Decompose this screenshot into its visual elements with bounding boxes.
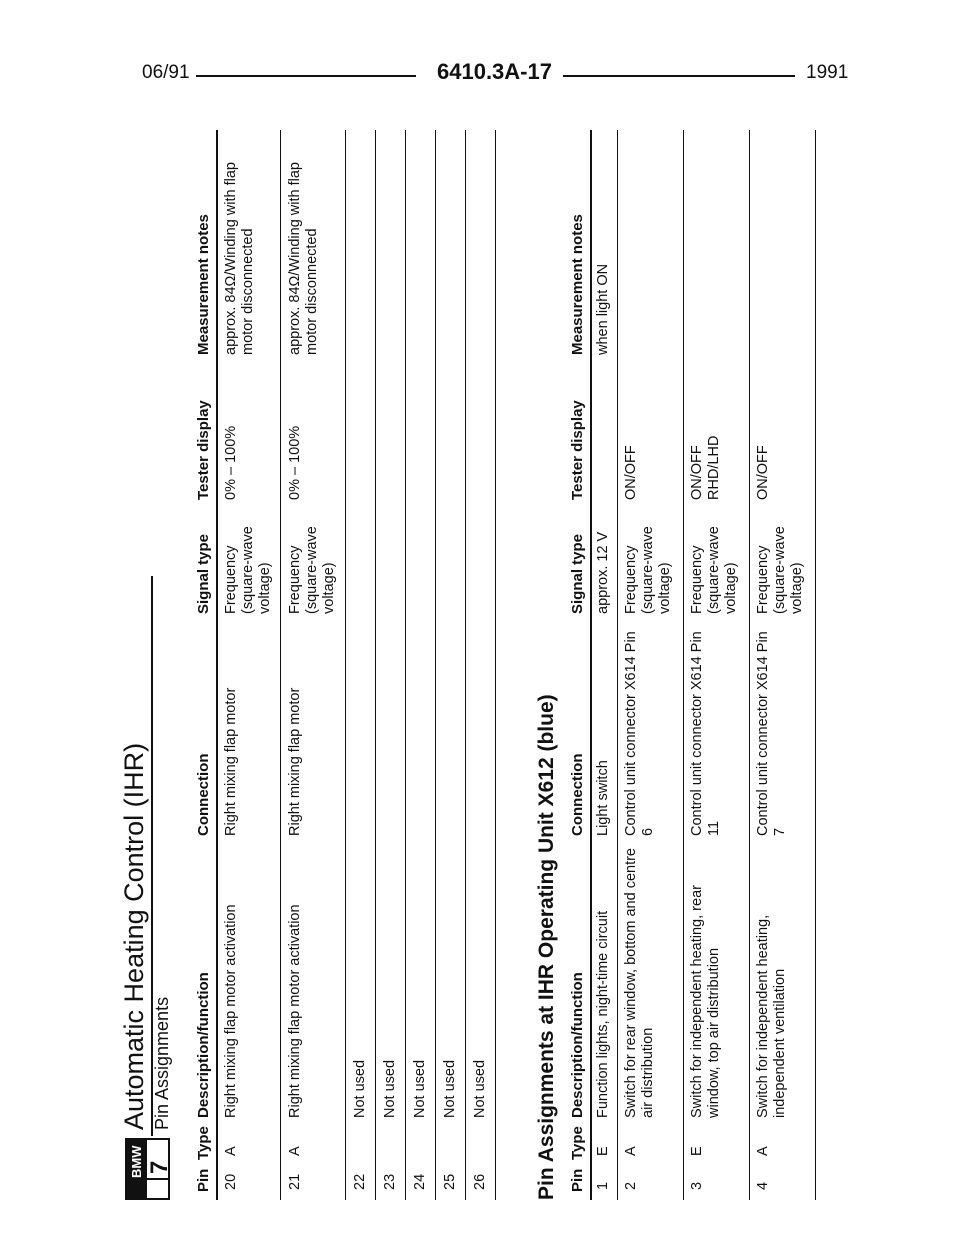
signal-cell: Frequency (square-wave voltage) bbox=[623, 526, 673, 614]
notes-cell: approx. 84Ω/Winding with flap motor disconnected bbox=[287, 162, 320, 355]
description-cell: Not used bbox=[352, 1059, 368, 1118]
description-cell: Switch for rear window, bottom and centre air distribution bbox=[623, 848, 656, 1118]
signal-cell: Frequency (square-wave voltage) bbox=[223, 526, 273, 614]
table1-header-rule bbox=[216, 130, 218, 1200]
tester-cell: ON/OFF bbox=[755, 445, 771, 500]
section-title: Automatic Heating Control (IHR) bbox=[119, 742, 149, 1130]
description-cell: Not used bbox=[472, 1059, 488, 1118]
col-type: Type bbox=[569, 1126, 586, 1160]
connection-cell: Light switch bbox=[595, 760, 611, 836]
col-description: Description/function bbox=[195, 972, 212, 1118]
description-cell: Function lights, night-time circuit bbox=[595, 910, 611, 1118]
pin-cell: 23 bbox=[382, 1173, 398, 1190]
tester-cell: 0% – 100% bbox=[287, 425, 303, 500]
signal-cell: Frequency (square-wave voltage) bbox=[287, 526, 337, 614]
signal-cell: Frequency (square-wave voltage) bbox=[689, 526, 739, 614]
description-cell: Right mixing flap motor activation bbox=[223, 904, 239, 1118]
description-cell: Not used bbox=[412, 1059, 428, 1118]
header-rule-right bbox=[563, 75, 795, 77]
col-notes: Measurement notes bbox=[195, 214, 212, 355]
document-code: 6410.3A-17 bbox=[437, 59, 552, 84]
logo-brand: BMW bbox=[129, 1145, 144, 1178]
description-cell: Switch for independent heating, independent ventilation bbox=[755, 914, 788, 1118]
signal-cell: Frequency (square-wave voltage) bbox=[755, 526, 805, 614]
section-subtitle: Pin Assignments bbox=[152, 996, 172, 1130]
description-cell: Not used bbox=[382, 1059, 398, 1118]
pin-cell: 26 bbox=[472, 1173, 488, 1190]
pin-cell: 24 bbox=[412, 1173, 428, 1190]
col-signal: Signal type bbox=[195, 533, 212, 614]
header-rule-left bbox=[196, 75, 416, 77]
type-cell: A bbox=[223, 1146, 239, 1156]
col-signal: Signal type bbox=[569, 533, 586, 614]
header-year: 1991 bbox=[806, 62, 849, 83]
rotated-page-content bbox=[119, 100, 825, 1200]
tester-cell: 0% – 100% bbox=[223, 425, 239, 500]
pin-cell: 4 bbox=[755, 1181, 771, 1190]
pin-cell: 1 bbox=[595, 1181, 611, 1190]
header-date: 06/91 bbox=[142, 62, 190, 83]
pin-cell: 22 bbox=[352, 1173, 368, 1190]
col-tester: Tester display bbox=[195, 400, 212, 500]
pin-cell: 25 bbox=[442, 1173, 458, 1190]
type-cell: E bbox=[689, 1146, 705, 1156]
bmw-group-logo bbox=[125, 1138, 173, 1200]
connection-cell: Control unit connector X614 Pin 7 bbox=[755, 631, 788, 836]
type-cell: E bbox=[595, 1146, 611, 1156]
col-pin: Pin bbox=[569, 1168, 586, 1192]
table2-header-rule bbox=[590, 130, 592, 1200]
pin-cell: 20 bbox=[223, 1173, 239, 1190]
type-cell: A bbox=[623, 1146, 639, 1156]
pin-cell: 2 bbox=[623, 1181, 639, 1190]
col-description: Description/function bbox=[569, 972, 586, 1118]
col-connection: Connection bbox=[569, 753, 586, 836]
col-notes: Measurement notes bbox=[569, 214, 586, 355]
type-cell: A bbox=[755, 1146, 771, 1156]
tester-cell: ON/OFF bbox=[623, 445, 639, 500]
notes-cell: when light ON bbox=[595, 263, 611, 355]
connection-cell: Right mixing flap motor bbox=[287, 687, 303, 836]
description-cell: Switch for independent heating, rear window, top air distribution bbox=[689, 885, 722, 1118]
connection-cell: Control unit connector X614 Pin 11 bbox=[689, 631, 722, 836]
connection-cell: Control unit connector X614 Pin 6 bbox=[623, 631, 656, 836]
pin-cell: 21 bbox=[287, 1173, 303, 1190]
col-type: Type bbox=[195, 1126, 212, 1160]
tester-cell: ON/OFF RHD/LHD bbox=[689, 435, 722, 500]
pin-cell: 3 bbox=[689, 1181, 705, 1190]
signal-cell: approx. 12 V bbox=[595, 531, 611, 614]
notes-cell: approx. 84Ω/Winding with flap motor disconnected bbox=[223, 162, 256, 355]
description-cell: Right mixing flap motor activation bbox=[287, 904, 303, 1118]
section2-title: Pin Assignments at IHR Operating Unit X612 (blue) bbox=[535, 694, 558, 1200]
col-connection: Connection bbox=[195, 753, 212, 836]
col-tester: Tester display bbox=[569, 400, 586, 500]
type-cell: A bbox=[287, 1146, 303, 1156]
description-cell: Not used bbox=[442, 1059, 458, 1118]
logo-group-number: 7 bbox=[146, 1160, 173, 1174]
connection-cell: Right mixing flap motor bbox=[223, 687, 239, 836]
col-pin: Pin bbox=[195, 1168, 212, 1192]
